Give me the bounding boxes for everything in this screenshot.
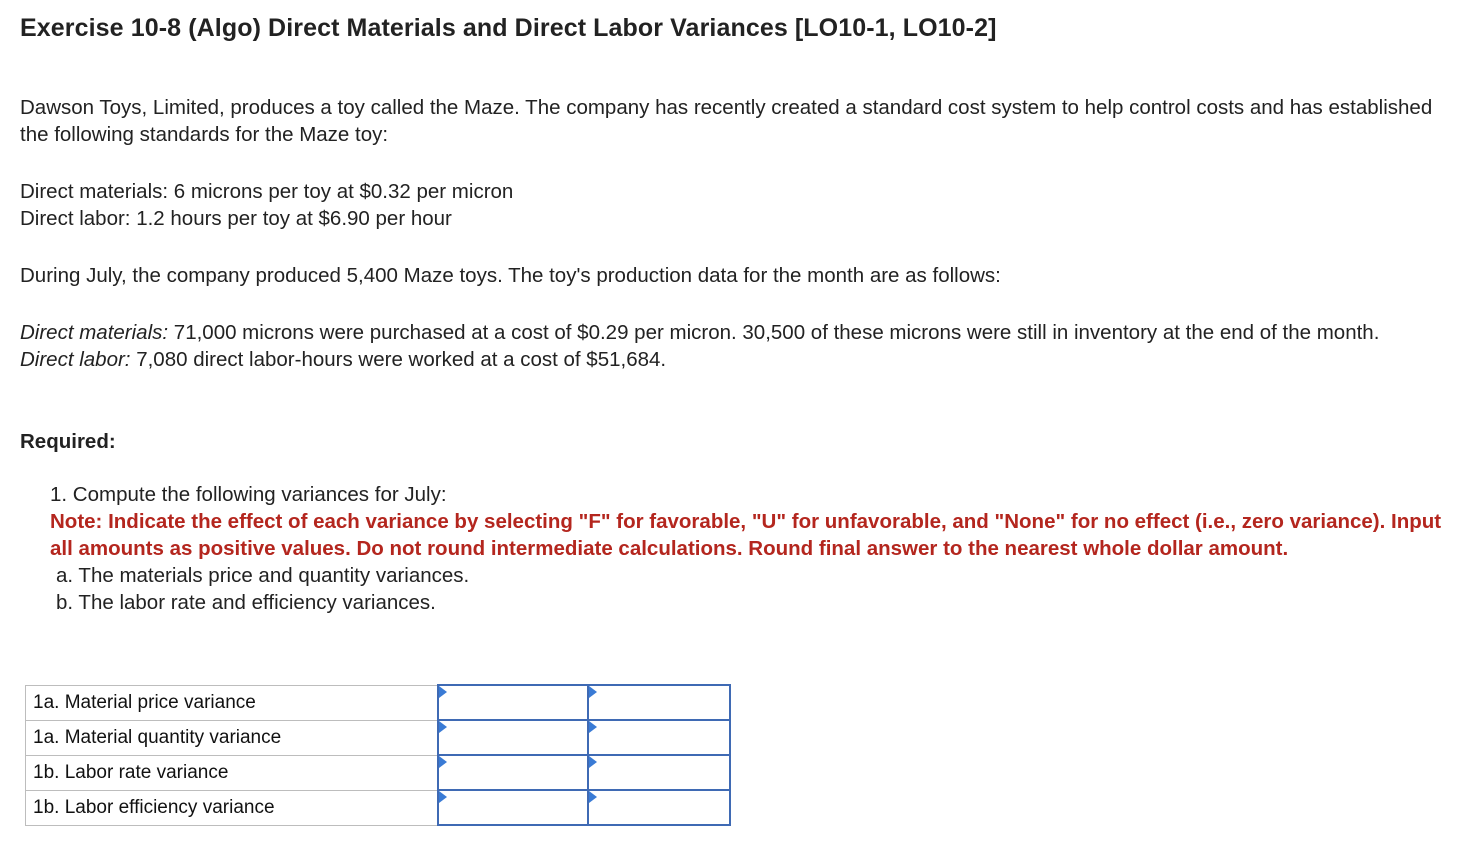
table-row <box>26 685 731 720</box>
actual-labor-text: 7,080 direct labor-hours were worked at a cost of $51,684. <box>130 348 667 371</box>
cell-marker-icon <box>439 686 447 698</box>
cell-marker-icon <box>439 791 447 803</box>
row-label: 1b. Labor efficiency variance <box>26 790 439 825</box>
table-row <box>26 790 731 825</box>
requirement-sub-a: a. The materials price and quantity variances. <box>56 564 470 587</box>
cell-marker-icon <box>439 721 447 733</box>
intro-paragraph: Dawson Toys, Limited, produces a toy called the Maze. The company has recently created a standard cost system to help control costs and has established the following standards for the Maze toy: <box>20 96 1433 146</box>
actual-materials-label: Direct materials: <box>20 321 169 344</box>
actual-materials-text: 71,000 microns were purchased at a cost of $0.29 per micron. 30,500 of these microns were still in inventory at the end of the month. <box>168 321 1380 344</box>
amount-cell[interactable] <box>438 755 588 790</box>
cell-marker-icon <box>589 721 597 733</box>
effect-cell[interactable] <box>588 790 730 825</box>
effect-cell[interactable] <box>588 685 730 720</box>
actual-data-block <box>20 319 1440 373</box>
effect-select[interactable] <box>589 792 729 823</box>
amount-input[interactable] <box>439 792 587 823</box>
answer-table <box>25 684 731 826</box>
requirement-block <box>50 481 1450 616</box>
standard-materials: Direct materials: 6 microns per toy at $0.32 per micron <box>20 180 514 203</box>
amount-input[interactable] <box>439 757 587 788</box>
table-row <box>26 755 731 790</box>
july-production-paragraph: During July, the company produced 5,400 Maze toys. The toy's production data for the month are as follows: <box>20 264 1001 287</box>
amount-cell[interactable] <box>438 720 588 755</box>
cell-marker-icon <box>589 686 597 698</box>
row-label: 1a. Material price variance <box>26 685 439 720</box>
requirement-note: Note: Indicate the effect of each variance by selecting "F" for favorable, "U" for unfavorable, and "None" for no effect (i.e., zero variance). Input all amounts as positive values. Do not round intermediate calculations. Round final answer to the nearest whole dollar amount. <box>50 510 1442 560</box>
amount-input[interactable] <box>439 687 587 718</box>
cell-marker-icon <box>589 756 597 768</box>
effect-select[interactable] <box>589 687 729 718</box>
actual-labor <box>20 346 1440 373</box>
standards-block <box>20 178 513 232</box>
cell-marker-icon <box>589 791 597 803</box>
effect-cell[interactable] <box>588 755 730 790</box>
amount-input[interactable] <box>439 722 587 753</box>
effect-select[interactable] <box>589 722 729 753</box>
cell-marker-icon <box>439 756 447 768</box>
table-row <box>26 720 731 755</box>
amount-cell[interactable] <box>438 685 588 720</box>
row-label: 1a. Material quantity variance <box>26 720 439 755</box>
actual-labor-label: Direct labor: <box>20 348 131 371</box>
standard-labor: Direct labor: 1.2 hours per toy at $6.90 per hour <box>20 207 452 230</box>
requirement-sub-b: b. The labor rate and efficiency variances. <box>56 591 436 614</box>
required-heading: Required: <box>20 430 116 453</box>
effect-cell[interactable] <box>588 720 730 755</box>
actual-materials <box>20 319 1440 346</box>
row-label: 1b. Labor rate variance <box>26 755 439 790</box>
exercise-title: Exercise 10-8 (Algo) Direct Materials and Direct Labor Variances [LO10-1, LO10-2] <box>20 14 997 42</box>
amount-cell[interactable] <box>438 790 588 825</box>
requirement-line: 1. Compute the following variances for July: <box>50 483 447 506</box>
effect-select[interactable] <box>589 757 729 788</box>
